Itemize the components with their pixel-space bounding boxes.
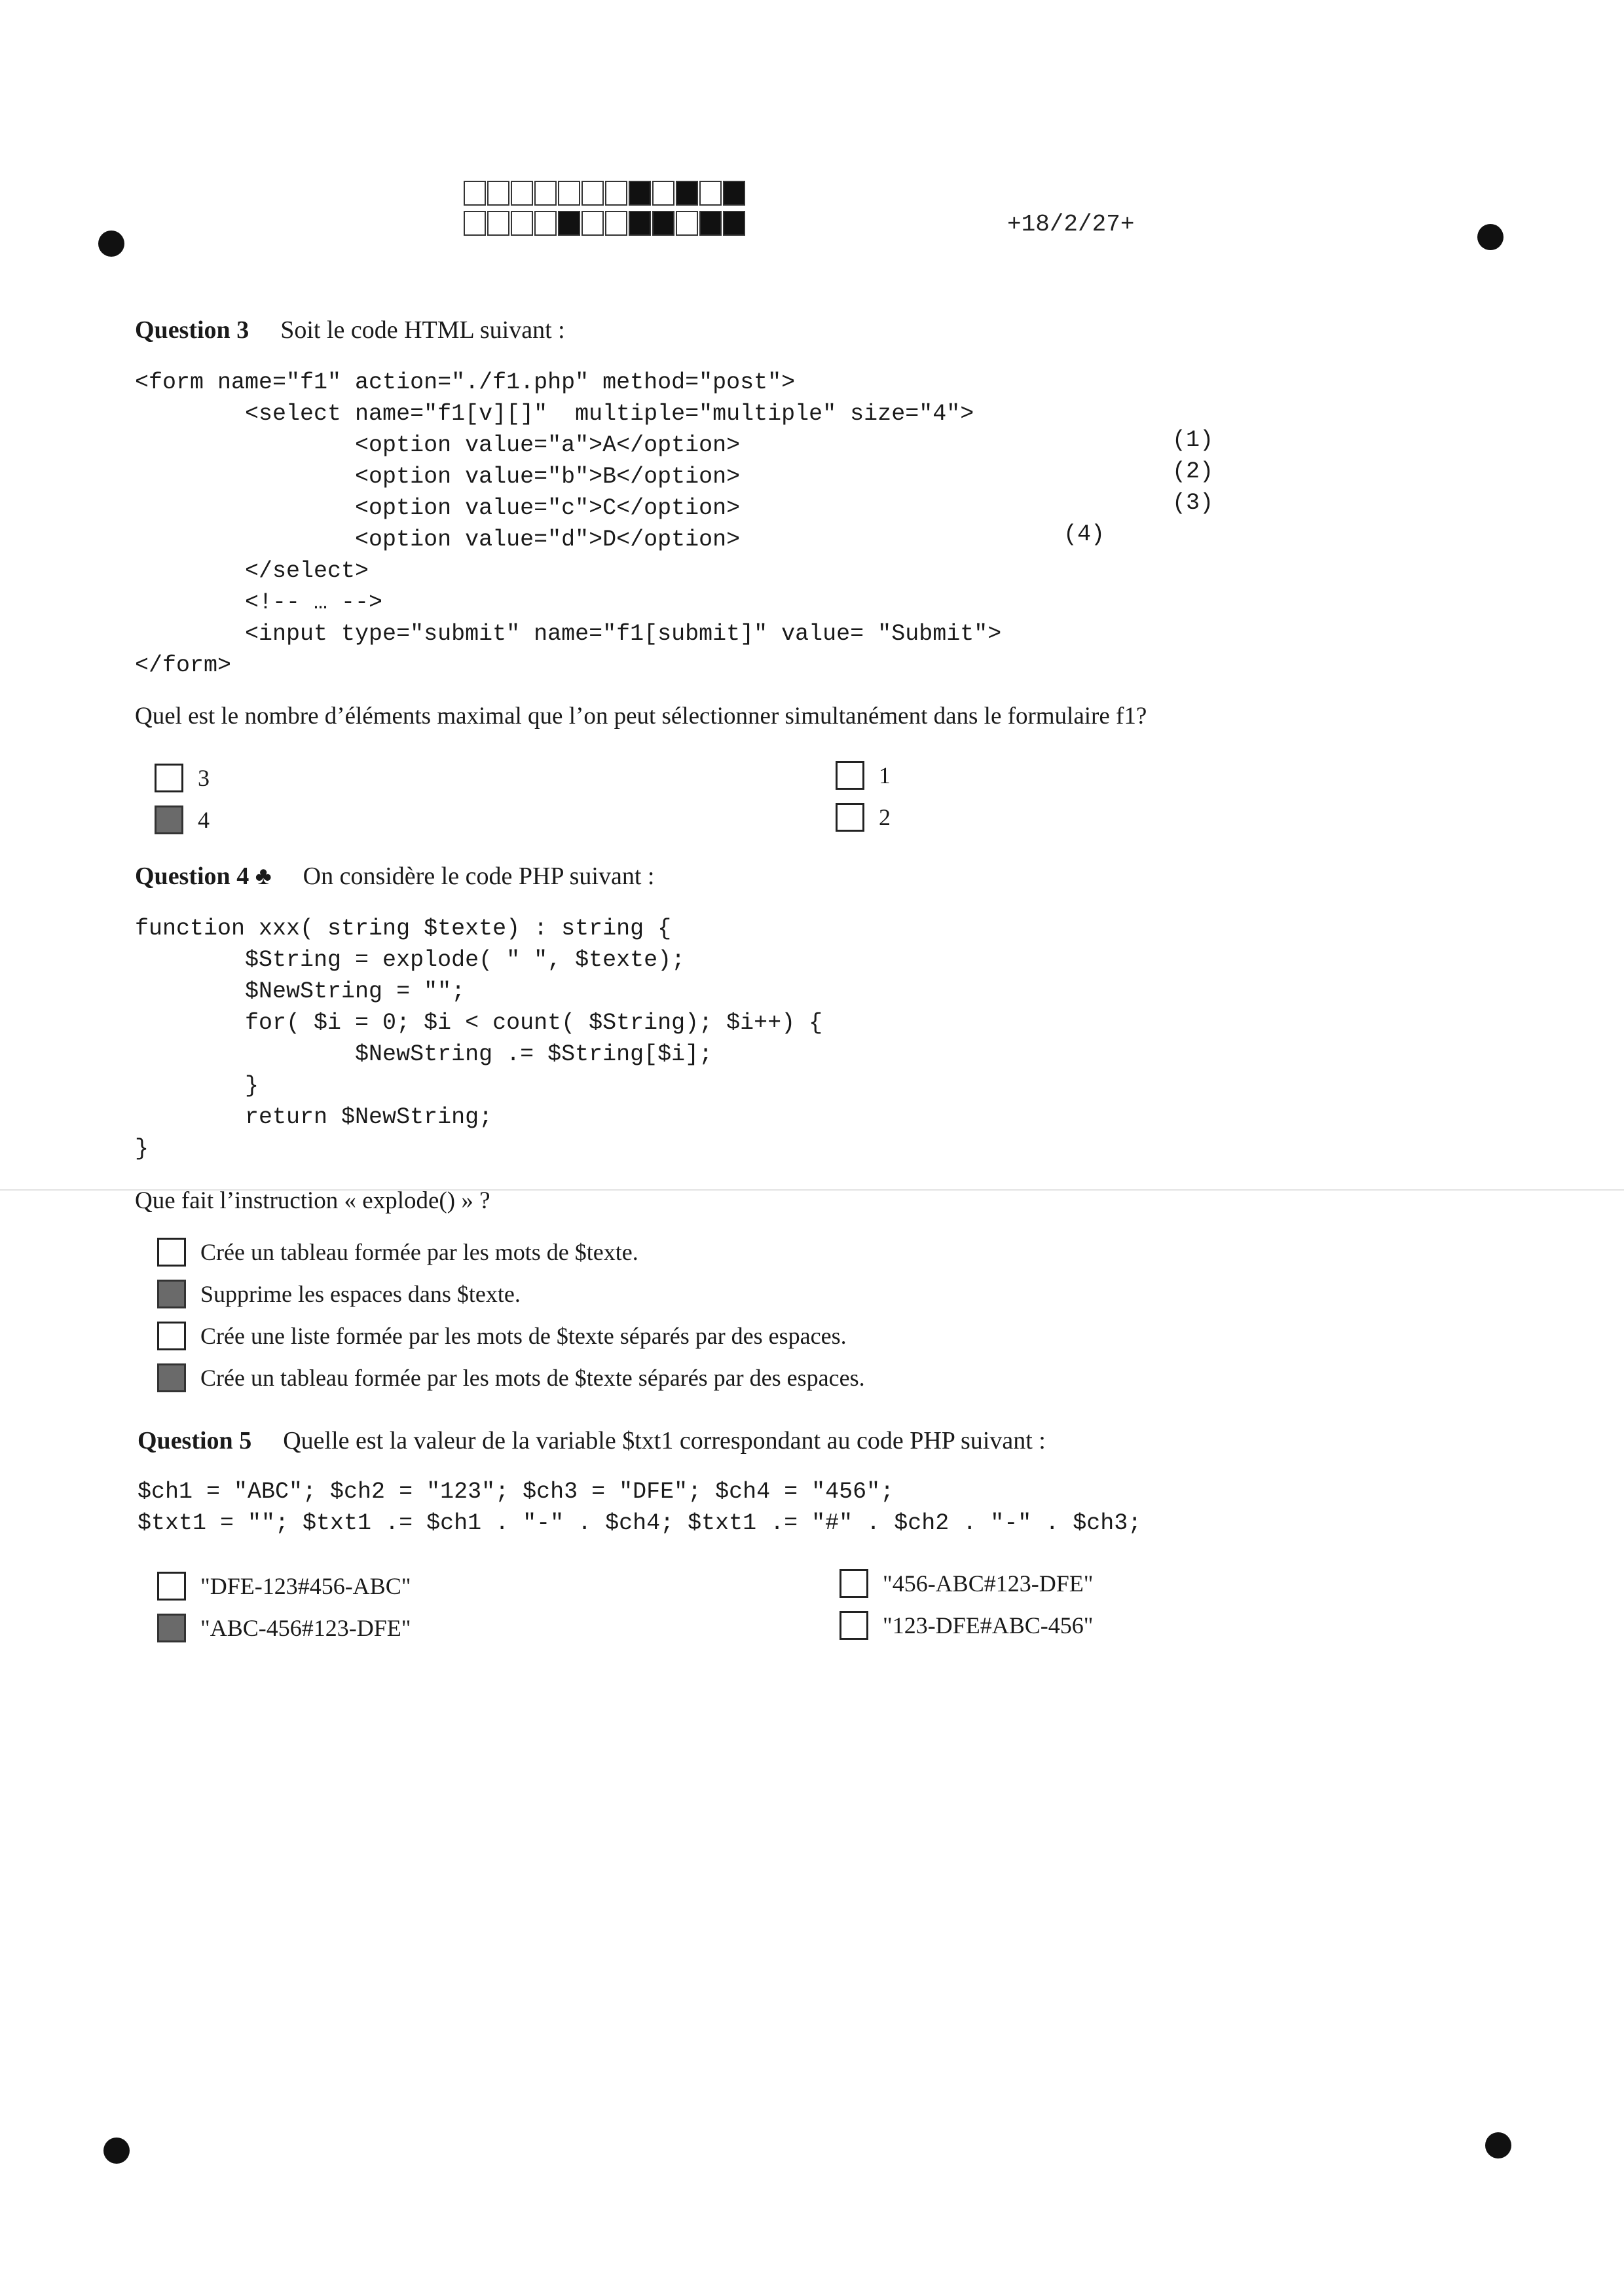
registration-dot-bottom-left [103, 2138, 130, 2164]
checkbox[interactable] [157, 1614, 186, 1642]
barcode-cell [652, 181, 674, 206]
registration-dot-top-right [1477, 224, 1504, 250]
q3-option-2[interactable] [836, 803, 891, 832]
barcode-cell [581, 211, 604, 236]
registration-dot-top-left [98, 231, 124, 257]
barcode-cell [558, 211, 580, 236]
question-4-code: function xxx( string $texte) : string { $String = explode( " ", $texte); $NewString = ""; for( $i = 0; $i < count( $String); $i++) { $NewString .= $String[$i]; } return $NewString; } [135, 916, 823, 1162]
barcode-cell [464, 181, 486, 206]
page-barcode [464, 181, 747, 241]
q5-option-b[interactable] [157, 1614, 411, 1642]
checkbox[interactable] [155, 805, 183, 834]
checkbox[interactable] [836, 803, 864, 832]
question-4-label: Question 4 ♣ [135, 862, 272, 890]
option-marker-1: (1) [1172, 427, 1214, 453]
page-code: +18/2/27+ [1007, 211, 1135, 238]
question-5-title: Quelle est la valeur de la variable $txt1 correspondant au code PHP suivant : [283, 1427, 1046, 1454]
option-label: 1 [879, 762, 891, 788]
checkbox[interactable] [157, 1238, 186, 1267]
q4-option-d[interactable] [157, 1363, 865, 1392]
question-4-heading [135, 862, 654, 891]
barcode-cell [464, 211, 486, 236]
barcode-cell [534, 211, 557, 236]
barcode-cell [676, 181, 698, 206]
barcode-cell [558, 181, 580, 206]
checkbox[interactable] [157, 1322, 186, 1350]
option-label: Supprime les espaces dans $texte. [200, 1281, 521, 1307]
question-4-prompt: Que fait l’instruction « explode() » ? [135, 1187, 490, 1214]
checkbox[interactable] [157, 1363, 186, 1392]
barcode-cell [581, 181, 604, 206]
q5-option-a[interactable] [157, 1572, 411, 1601]
question-3-prompt: Quel est le nombre d’éléments maximal que l’on peut sélectionner simultanément dans le formulaire f1? [135, 703, 1147, 730]
question-5-label: Question 5 [138, 1427, 252, 1454]
q4-option-c[interactable] [157, 1322, 847, 1350]
question-3-heading [135, 316, 565, 344]
q4-option-a[interactable] [157, 1238, 638, 1267]
checkbox[interactable] [157, 1572, 186, 1601]
q5-option-d[interactable] [840, 1611, 1093, 1640]
question-3-code: <form name="f1" action="./f1.php" method="post"> <select name="f1[v][]" multiple="multiple" size="4"> <option value="a">A</option> <option value="b">B</option> <option value="c">C</option> <option value="d">D</option> </select> <!-- … --> <input type="submit" name="f1[submit]" value= "Submit"> </form> [135, 369, 1002, 678]
barcode-cell [652, 211, 674, 236]
barcode-cell [629, 211, 651, 236]
option-label: 2 [879, 804, 891, 830]
barcode-cell [699, 211, 722, 236]
barcode-cell [605, 181, 627, 206]
option-label: 3 [198, 765, 210, 791]
barcode-cell [629, 181, 651, 206]
barcode-cell [487, 211, 509, 236]
q3-option-3[interactable] [155, 764, 210, 792]
option-label: Crée un tableau formée par les mots de $texte. [200, 1239, 638, 1265]
barcode-cell [534, 181, 557, 206]
q5-option-c[interactable] [840, 1569, 1093, 1598]
barcode-cell [723, 181, 745, 206]
option-label: "ABC-456#123-DFE" [200, 1615, 411, 1641]
option-marker-2: (2) [1172, 458, 1214, 485]
checkbox[interactable] [840, 1611, 868, 1640]
barcode-cell [487, 181, 509, 206]
barcode-cell [605, 211, 627, 236]
option-label: 4 [198, 807, 210, 833]
barcode-cell [676, 211, 698, 236]
barcode-cell [723, 211, 745, 236]
q3-option-4[interactable] [155, 805, 210, 834]
checkbox[interactable] [155, 764, 183, 792]
option-label: Crée un tableau formée par les mots de $texte séparés par des espaces. [200, 1365, 865, 1391]
barcode-cell [511, 181, 533, 206]
q4-option-b[interactable] [157, 1280, 521, 1308]
question-4-title: On considère le code PHP suivant : [303, 862, 655, 890]
registration-dot-bottom-right [1485, 2132, 1511, 2158]
option-marker-4: (4) [1063, 521, 1105, 547]
option-label: "DFE-123#456-ABC" [200, 1573, 411, 1599]
question-5-heading [138, 1426, 1046, 1455]
option-label: "123-DFE#ABC-456" [883, 1612, 1094, 1639]
checkbox[interactable] [836, 761, 864, 790]
option-marker-3: (3) [1172, 490, 1214, 516]
barcode-cell [699, 181, 722, 206]
question-5-code: $ch1 = "ABC"; $ch2 = "123"; $ch3 = "DFE"; $ch4 = "456"; $txt1 = ""; $txt1 .= $ch1 . "-" . $ch4; $txt1 .= "#" . $ch2 . "-" . $ch3; [138, 1479, 1142, 1536]
barcode-row [464, 181, 747, 207]
barcode-row [464, 211, 747, 237]
checkbox[interactable] [840, 1569, 868, 1598]
question-3-title: Soit le code HTML suivant : [280, 316, 565, 344]
option-label: Crée une liste formée par les mots de $texte séparés par des espaces. [200, 1323, 847, 1349]
option-label: "456-ABC#123-DFE" [883, 1570, 1094, 1597]
q3-option-1[interactable] [836, 761, 891, 790]
question-3-label: Question 3 [135, 316, 249, 344]
barcode-cell [511, 211, 533, 236]
checkbox[interactable] [157, 1280, 186, 1308]
